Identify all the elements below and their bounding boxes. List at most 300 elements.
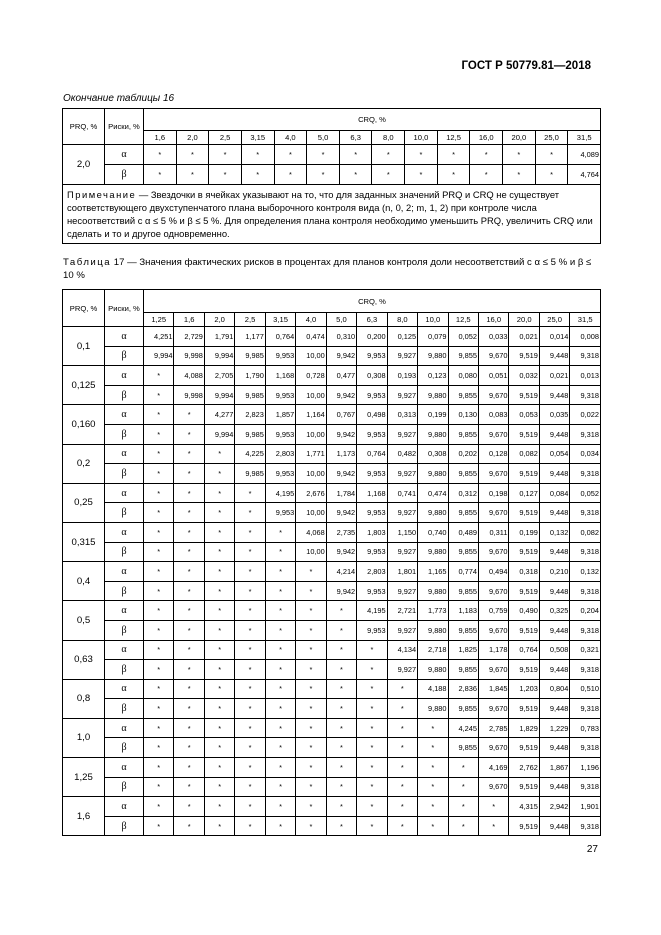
table-row [63, 738, 601, 758]
crq-header-cell: 3,15 [265, 313, 295, 327]
alpha-cell: 1,773 [418, 601, 448, 621]
alpha-cell: 0,728 [296, 366, 326, 386]
alpha-cell: 0,128 [478, 444, 508, 464]
table-row [63, 366, 601, 386]
beta-cell: 9,855 [448, 542, 478, 562]
beta-cell: * [241, 165, 274, 185]
beta-cell: * [174, 738, 204, 758]
alpha-cell: * [144, 797, 174, 817]
beta-cell: 9,670 [478, 660, 508, 680]
beta-cell: * [326, 620, 356, 640]
alpha-cell: 0,767 [326, 405, 356, 425]
alpha-cell: 4,195 [357, 601, 387, 621]
beta-cell: 9,519 [509, 385, 539, 405]
prq-cell: 0,25 [63, 483, 105, 522]
alpha-cell: 0,022 [570, 405, 601, 425]
crq-header-cell: 16,0 [478, 313, 508, 327]
alpha-cell: 2,785 [478, 718, 508, 738]
alpha-cell: * [357, 797, 387, 817]
alpha-cell: 1,825 [448, 640, 478, 660]
beta-cell: 9,985 [235, 424, 265, 444]
crq-header-cell: 31,5 [570, 313, 601, 327]
beta-cell: * [326, 699, 356, 719]
table-row [63, 699, 601, 719]
beta-label: β [105, 165, 144, 185]
beta-cell: * [174, 699, 204, 719]
alpha-cell: 0,132 [539, 522, 569, 542]
alpha-cell: * [357, 758, 387, 778]
alpha-cell: * [357, 679, 387, 699]
beta-cell: 9,318 [570, 542, 601, 562]
alpha-cell: * [144, 640, 174, 660]
crq-header-cell: 20,0 [503, 131, 536, 145]
alpha-cell: 1,771 [296, 444, 326, 464]
beta-cell: * [470, 165, 503, 185]
beta-cell: 9,953 [357, 503, 387, 523]
alpha-cell: * [176, 145, 209, 165]
alpha-cell: 0,477 [326, 366, 356, 386]
crq-header-cell: 2,0 [204, 313, 234, 327]
beta-cell: 9,448 [539, 581, 569, 601]
beta-cell: 9,855 [448, 385, 478, 405]
beta-cell: * [448, 816, 478, 836]
beta-cell: * [174, 464, 204, 484]
beta-cell: * [274, 165, 307, 185]
crq-header-cell: 4,0 [296, 313, 326, 327]
beta-cell: * [235, 816, 265, 836]
beta-cell: 9,448 [539, 542, 569, 562]
beta-cell: 9,670 [478, 424, 508, 444]
beta-cell: * [174, 581, 204, 601]
beta-cell: * [144, 503, 174, 523]
beta-cell: 9,953 [265, 346, 295, 366]
alpha-cell: * [387, 797, 417, 817]
alpha-cell: 1,901 [570, 797, 601, 817]
alpha-cell: * [235, 758, 265, 778]
crq-header-cell: 8,0 [372, 131, 405, 145]
crq-header-cell: 2,0 [176, 131, 209, 145]
beta-cell: 9,318 [570, 620, 601, 640]
beta-cell: * [204, 620, 234, 640]
alpha-cell: * [296, 797, 326, 817]
alpha-cell: 2,803 [265, 444, 295, 464]
alpha-cell: * [204, 718, 234, 738]
alpha-cell: * [296, 758, 326, 778]
beta-cell: 9,519 [509, 660, 539, 680]
beta-cell: 9,855 [448, 424, 478, 444]
alpha-cell: 0,014 [539, 327, 569, 347]
beta-cell: 9,448 [539, 346, 569, 366]
alpha-cell: * [235, 483, 265, 503]
beta-cell: 9,318 [570, 424, 601, 444]
beta-cell: * [144, 385, 174, 405]
alpha-cell: 0,032 [509, 366, 539, 386]
prq-cell: 1,6 [63, 797, 105, 836]
beta-cell: 10,00 [296, 542, 326, 562]
beta-label: β [105, 581, 144, 601]
alpha-cell: 0,308 [357, 366, 387, 386]
alpha-cell: * [204, 522, 234, 542]
beta-cell: 9,318 [570, 503, 601, 523]
beta-cell: 9,519 [509, 777, 539, 797]
alpha-label: α [105, 405, 144, 425]
beta-cell: * [204, 816, 234, 836]
beta-cell: 9,855 [448, 503, 478, 523]
table-16 [62, 108, 601, 244]
beta-cell: * [209, 165, 242, 185]
prq-cell: 1,0 [63, 718, 105, 757]
crq-header-cell: 6,3 [357, 313, 387, 327]
beta-cell: 9,994 [144, 346, 174, 366]
alpha-cell: * [174, 718, 204, 738]
beta-cell: * [235, 699, 265, 719]
alpha-cell: 0,764 [357, 444, 387, 464]
alpha-cell: 0,498 [357, 405, 387, 425]
alpha-cell: 1,790 [235, 366, 265, 386]
alpha-cell: 0,312 [448, 483, 478, 503]
alpha-cell: 4,088 [174, 366, 204, 386]
beta-cell: 9,942 [326, 542, 356, 562]
beta-cell: * [144, 620, 174, 640]
beta-cell: 9,448 [539, 464, 569, 484]
alpha-cell: * [174, 679, 204, 699]
alpha-cell: 4,251 [144, 327, 174, 347]
beta-cell: * [235, 777, 265, 797]
beta-cell: * [144, 464, 174, 484]
beta-cell: 9,318 [570, 699, 601, 719]
alpha-label: α [105, 640, 144, 660]
alpha-cell: 0,054 [539, 444, 569, 464]
alpha-cell: * [144, 679, 174, 699]
alpha-cell: 0,804 [539, 679, 569, 699]
alpha-cell: 1,168 [265, 366, 295, 386]
beta-cell: 9,448 [539, 620, 569, 640]
alpha-label: α [105, 718, 144, 738]
alpha-cell: 0,494 [478, 562, 508, 582]
beta-cell: 9,880 [418, 346, 448, 366]
alpha-cell: * [235, 601, 265, 621]
alpha-cell: * [339, 145, 372, 165]
alpha-cell: * [326, 797, 356, 817]
alpha-cell: 1,857 [265, 405, 295, 425]
beta-cell: 9,318 [570, 777, 601, 797]
beta-cell: * [265, 777, 295, 797]
prq-cell: 0,4 [63, 562, 105, 601]
crq-header-cell: 1,25 [144, 313, 174, 327]
alpha-cell: 0,202 [448, 444, 478, 464]
alpha-cell: 0,318 [509, 562, 539, 582]
table-row [63, 660, 601, 680]
header-prq: PRQ, % [63, 290, 105, 327]
beta-cell: 9,670 [478, 346, 508, 366]
beta-cell: * [144, 777, 174, 797]
alpha-cell: 4,188 [418, 679, 448, 699]
beta-cell: 10,00 [296, 424, 326, 444]
alpha-cell: * [241, 145, 274, 165]
alpha-cell: * [307, 145, 340, 165]
alpha-label: α [105, 562, 144, 582]
beta-cell: * [265, 581, 295, 601]
alpha-cell: 1,150 [387, 522, 417, 542]
beta-cell: * [357, 777, 387, 797]
beta-cell: * [339, 165, 372, 185]
alpha-cell: * [174, 444, 204, 464]
table-row [63, 503, 601, 523]
crq-header-cell: 12,5 [437, 131, 470, 145]
beta-cell: * [307, 165, 340, 185]
beta-cell: * [235, 581, 265, 601]
alpha-cell: * [357, 718, 387, 738]
alpha-cell: 0,774 [448, 562, 478, 582]
beta-cell: * [326, 738, 356, 758]
alpha-cell: * [174, 758, 204, 778]
alpha-cell: 2,735 [326, 522, 356, 542]
beta-cell: 9,927 [387, 581, 417, 601]
beta-label: β [105, 464, 144, 484]
alpha-cell: 1,177 [235, 327, 265, 347]
alpha-cell: 0,130 [448, 405, 478, 425]
beta-cell: 9,855 [448, 620, 478, 640]
alpha-cell: 2,705 [204, 366, 234, 386]
alpha-cell: 2,762 [509, 758, 539, 778]
alpha-cell: 1,867 [539, 758, 569, 778]
beta-cell: 9,318 [570, 660, 601, 680]
beta-cell: 9,985 [235, 385, 265, 405]
table-row [63, 464, 601, 484]
beta-cell: 9,927 [387, 346, 417, 366]
beta-cell: 9,880 [418, 424, 448, 444]
beta-cell: 9,927 [387, 620, 417, 640]
beta-cell: 9,670 [478, 699, 508, 719]
table-row [63, 346, 601, 366]
caption-lead: Таблица [63, 257, 112, 268]
alpha-cell: 0,482 [387, 444, 417, 464]
alpha-cell: 2,836 [448, 679, 478, 699]
beta-cell: * [235, 620, 265, 640]
caption-text: 17 — Значения фактических рисков в процентах для планов контроля доли несоответствий с α ≤ 5 % и β ≤ 10 % [63, 257, 592, 281]
table-row [63, 165, 601, 185]
table-row [63, 601, 601, 621]
header-risk: Риски, % [105, 290, 144, 327]
beta-cell: 9,855 [448, 464, 478, 484]
alpha-cell: * [326, 679, 356, 699]
beta-cell: * [144, 816, 174, 836]
alpha-cell: * [265, 522, 295, 542]
alpha-cell: * [144, 601, 174, 621]
beta-cell: 9,953 [357, 620, 387, 640]
alpha-cell: * [174, 483, 204, 503]
beta-cell: * [418, 816, 448, 836]
beta-cell: 9,318 [570, 346, 601, 366]
alpha-cell: 0,311 [478, 522, 508, 542]
beta-cell: 9,855 [448, 738, 478, 758]
note-lead: Примечание [67, 189, 137, 200]
beta-cell: * [235, 738, 265, 758]
alpha-cell: 1,829 [509, 718, 539, 738]
table-row [63, 405, 601, 425]
alpha-label: α [105, 601, 144, 621]
beta-cell: 9,953 [357, 581, 387, 601]
alpha-cell: 0,052 [448, 327, 478, 347]
header-risk: Риски, % [105, 109, 144, 145]
beta-cell: 9,953 [357, 542, 387, 562]
alpha-cell: * [418, 718, 448, 738]
alpha-cell: * [326, 718, 356, 738]
beta-cell: * [265, 620, 295, 640]
beta-cell: 9,880 [418, 542, 448, 562]
alpha-cell: 0,759 [478, 601, 508, 621]
alpha-cell: 0,198 [478, 483, 508, 503]
crq-header-cell: 5,0 [326, 313, 356, 327]
alpha-cell: 1,165 [418, 562, 448, 582]
prq-cell: 2,0 [63, 145, 105, 185]
alpha-cell: 0,034 [570, 444, 601, 464]
alpha-cell: * [265, 562, 295, 582]
beta-cell: * [296, 660, 326, 680]
alpha-cell: 2,676 [296, 483, 326, 503]
crq-header-cell: 10,0 [405, 131, 438, 145]
alpha-cell: * [204, 797, 234, 817]
beta-cell: * [144, 581, 174, 601]
alpha-cell: * [174, 522, 204, 542]
alpha-cell: 1,791 [204, 327, 234, 347]
table-17-caption [63, 256, 603, 282]
beta-cell: * [296, 777, 326, 797]
beta-cell: * [204, 660, 234, 680]
alpha-cell: 4,068 [296, 522, 326, 542]
beta-cell: 9,448 [539, 424, 569, 444]
alpha-cell: 4,169 [478, 758, 508, 778]
beta-cell: * [204, 699, 234, 719]
beta-cell: 9,448 [539, 816, 569, 836]
alpha-cell: 0,321 [570, 640, 601, 660]
beta-cell: 9,519 [509, 346, 539, 366]
alpha-label: α [105, 522, 144, 542]
beta-cell: * [176, 165, 209, 185]
alpha-cell: * [204, 601, 234, 621]
beta-cell: 9,880 [418, 385, 448, 405]
beta-cell: 9,670 [478, 738, 508, 758]
beta-cell: 9,670 [478, 385, 508, 405]
alpha-cell: 0,079 [418, 327, 448, 347]
alpha-cell: 0,123 [418, 366, 448, 386]
crq-header-cell: 10,0 [418, 313, 448, 327]
beta-cell: * [265, 816, 295, 836]
beta-cell: 9,927 [387, 385, 417, 405]
beta-cell: * [387, 738, 417, 758]
crq-header-cell: 2,5 [235, 313, 265, 327]
beta-cell: * [174, 620, 204, 640]
crq-header-cell: 20,0 [509, 313, 539, 327]
crq-header-cell: 16,0 [470, 131, 503, 145]
alpha-cell: 0,741 [387, 483, 417, 503]
alpha-cell: 2,942 [539, 797, 569, 817]
beta-cell: 9,994 [204, 385, 234, 405]
beta-cell: 9,670 [478, 777, 508, 797]
beta-cell: 9,519 [509, 424, 539, 444]
beta-cell: 9,318 [570, 738, 601, 758]
beta-cell: 9,927 [387, 503, 417, 523]
beta-cell: * [174, 424, 204, 444]
crq-header-cell: 6,3 [339, 131, 372, 145]
header-crq: CRQ, % [144, 109, 601, 131]
beta-label: β [105, 620, 144, 640]
beta-cell: 10,00 [296, 385, 326, 405]
alpha-cell: 2,721 [387, 601, 417, 621]
beta-cell: 9,953 [357, 464, 387, 484]
beta-cell: 9,953 [265, 424, 295, 444]
beta-cell: 9,855 [448, 346, 478, 366]
beta-cell: * [204, 581, 234, 601]
beta-cell: * [478, 816, 508, 836]
table-note [63, 185, 601, 244]
alpha-cell: 2,803 [357, 562, 387, 582]
alpha-cell: 0,052 [570, 483, 601, 503]
alpha-cell: * [265, 758, 295, 778]
alpha-cell: * [144, 366, 174, 386]
crq-header-cell: 25,0 [535, 131, 568, 145]
alpha-cell: * [235, 797, 265, 817]
alpha-cell: 1,168 [357, 483, 387, 503]
beta-cell: * [326, 777, 356, 797]
table-row [63, 797, 601, 817]
beta-cell: 9,448 [539, 777, 569, 797]
alpha-cell: 4,225 [235, 444, 265, 464]
alpha-cell: 0,199 [418, 405, 448, 425]
alpha-cell: * [448, 758, 478, 778]
beta-cell: 9,953 [265, 503, 295, 523]
alpha-cell: * [387, 758, 417, 778]
alpha-cell: * [296, 601, 326, 621]
table-continuation-label: Окончание таблицы 16 [63, 93, 175, 104]
table-row [63, 424, 601, 444]
beta-cell: * [144, 699, 174, 719]
alpha-cell: * [144, 758, 174, 778]
alpha-cell: 0,210 [539, 562, 569, 582]
alpha-cell: 1,845 [478, 679, 508, 699]
beta-cell: 9,519 [509, 503, 539, 523]
beta-cell: * [235, 542, 265, 562]
beta-cell: * [372, 165, 405, 185]
alpha-cell: * [265, 679, 295, 699]
crq-header-cell: 25,0 [539, 313, 569, 327]
beta-cell: 9,855 [448, 699, 478, 719]
alpha-cell: * [296, 718, 326, 738]
beta-cell: * [405, 165, 438, 185]
alpha-cell: * [144, 405, 174, 425]
beta-cell: * [174, 542, 204, 562]
alpha-cell: 1,173 [326, 444, 356, 464]
alpha-cell: * [387, 679, 417, 699]
beta-cell: 9,855 [448, 660, 478, 680]
alpha-cell: * [204, 444, 234, 464]
alpha-cell: 1,164 [296, 405, 326, 425]
alpha-cell: 0,080 [448, 366, 478, 386]
alpha-cell: * [235, 718, 265, 738]
alpha-cell: 0,489 [448, 522, 478, 542]
alpha-label: α [105, 483, 144, 503]
alpha-cell: * [204, 679, 234, 699]
table-row [63, 816, 601, 836]
beta-cell: 9,880 [418, 464, 448, 484]
beta-cell: * [437, 165, 470, 185]
alpha-cell: 1,803 [357, 522, 387, 542]
beta-cell: 9,942 [326, 346, 356, 366]
alpha-cell: 1,183 [448, 601, 478, 621]
alpha-cell: 0,132 [570, 562, 601, 582]
alpha-cell: 0,053 [509, 405, 539, 425]
page-number: 27 [586, 844, 598, 855]
